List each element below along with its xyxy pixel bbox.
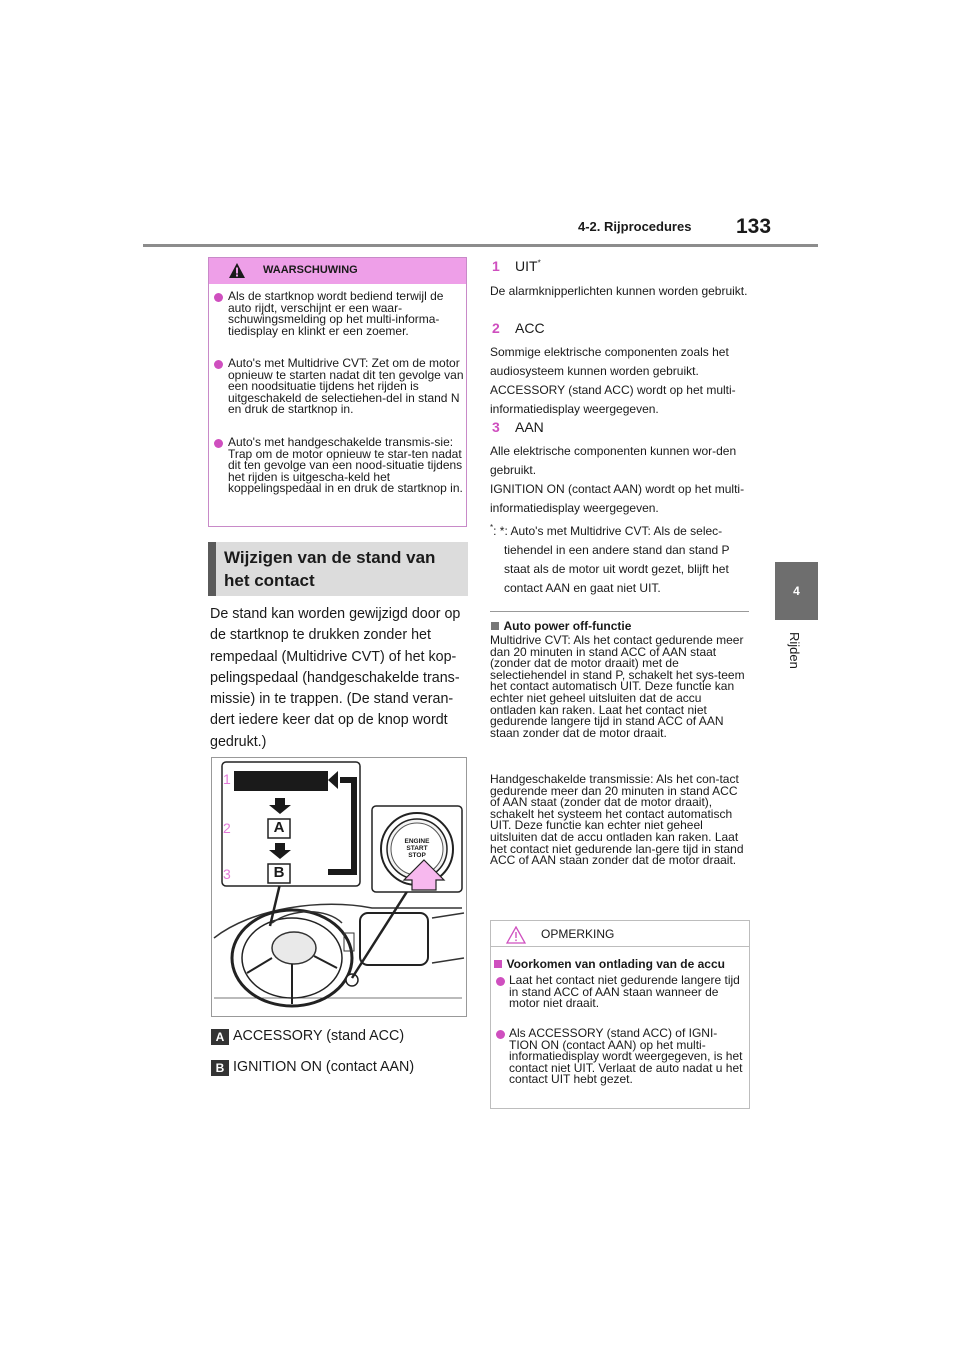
- warning-item: Auto's met Multidrive CVT: Zet om de motor opnieuw te starten nadat dit ten gevolge van een noodsituatie tijdens het rijden is uitgeschakeld de selectiehen-del in stand N en druk de startknop in.: [228, 356, 464, 416]
- warning-item: Auto's met handgeschakelde transmis-sie: Trap om de motor opnieuw te star-ten nadat dit ten gevolge van een nood-situatie tijdens het rijden is uitgescha-keld het koppelingspedaal in en druk de startknop in.: [228, 435, 463, 495]
- square-bullet-icon: [491, 622, 499, 630]
- chapter-label: Rijden: [787, 632, 802, 669]
- step-label-3: 3: [223, 866, 231, 882]
- step-description: De alarmknipperlichten kunnen worden gebruikt.: [490, 284, 748, 298]
- note-item: Laat het contact niet gedurende langere tijd in stand ACC of AAN staan wanneer de motor niet draait.: [509, 973, 740, 1011]
- step-description: ACCESSORY (stand ACC) wordt op het multi-informatiedisplay weergegeven.: [490, 383, 736, 416]
- step-number: 1: [492, 258, 500, 274]
- section-title: 4-2. Rijprocedures: [578, 219, 692, 234]
- legend-b-icon: B: [211, 1060, 229, 1076]
- legend-b-text: IGNITION ON (contact AAN): [233, 1059, 415, 1075]
- section-heading: Wijzigen van de stand van het contact: [224, 548, 436, 590]
- step-title: UIT*: [515, 258, 541, 274]
- note-title: OPMERKING: [541, 927, 615, 941]
- step-label-2: 2: [223, 820, 231, 836]
- footnote: *: *: Auto's met Multidrive CVT: Als de selec-tiehendel in een andere stand dan stand P staat als de motor uit wordt gezet, blijft het contact AAN en gaat niet UIT.: [490, 523, 730, 595]
- step-title: AAN: [515, 419, 544, 435]
- auto-power-paragraph-2: Handgeschakelde transmissie: Als het con-tact gedurende meer dan 20 minuten in stand ACC of AAN staat (zonder dat de motor draait), schakelt het systeem het contact automatisch UIT. Deze functie kan echter niet geheel uitsluiten dat de accu ontladen kan raken. Laat het contact niet gedurende lan-gere tijd in stand ACC of AAN staan zonder dat de motor draait.: [490, 772, 744, 868]
- step-number: 3: [492, 419, 500, 435]
- chapter-number: 4: [793, 584, 800, 598]
- letter-a: A: [273, 819, 285, 836]
- warning-title: WAARSCHUWING: [263, 264, 358, 276]
- auto-power-paragraph-1: Multidrive CVT: Als het contact gedurende meer dan 20 minuten in stand ACC of AAN staat (zonder dat de motor draait) met de selectiehendel in stand P, schakelt het sys-teem het contact automatisch UIT. Deze functie kan echter niet geheel uitsluiten dat de accu ontladen kan raken. Laat het contact niet gedurende langere tijd in stand ACC of AAN staan zonder dat de motor draait.: [490, 633, 745, 740]
- note-triangle-icon: [506, 926, 526, 944]
- square-bullet-icon: [494, 960, 502, 968]
- intro-paragraph: De stand kan worden gewijzigd door op de startknop te drukken zonder het rempedaal (Multidrive CVT) of het kop-pelingspedaal (handgeschakelde trans-missie) in te trappen. (De stand veran-dert iedere keer dat op de knop wordt gedrukt.): [210, 606, 461, 750]
- warning-item: Als de startknop wordt bediend terwijl de auto rijdt, verschijnt er een waar-schuwingsmelding op het multi-informa-tiedisplay en klinkt er een zoemer.: [228, 289, 444, 338]
- note-item: Als ACCESSORY (stand ACC) of IGNI-TION ON (contact AAN) op het multi-informatiedisplay wordt weergegeven, is het contact niet UIT. Verlaat de auto nadat u het contact UIT hebt gezet.: [509, 1026, 743, 1087]
- bullet-icon: [214, 360, 223, 369]
- bullet-icon: [214, 293, 223, 302]
- legend-a-text: ACCESSORY (stand ACC): [233, 1028, 405, 1044]
- header-rule: [143, 244, 818, 247]
- step-description: IGNITION ON (contact AAN) wordt op het multi-informatiedisplay weergegeven.: [490, 482, 745, 515]
- step-label-1: 1: [223, 771, 231, 787]
- step-number: 2: [492, 320, 500, 336]
- warning-triangle-icon: [228, 262, 246, 279]
- bullet-icon: [496, 1030, 505, 1039]
- letter-b: B: [273, 864, 285, 881]
- auto-power-heading: Auto power off-functie: [491, 617, 631, 635]
- bullet-icon: [496, 977, 505, 986]
- engine-start-stop-button: ENGINE START STOP: [404, 838, 430, 859]
- step-description: Alle elektrische componenten kunnen wor-den gebruikt.: [490, 444, 737, 477]
- page-number: 133: [736, 215, 772, 238]
- separator: [490, 611, 749, 612]
- note-subtitle: Voorkomen van ontlading van de accu: [494, 955, 725, 973]
- note-divider: [491, 946, 749, 947]
- bullet-icon: [214, 439, 223, 448]
- section-heading-bar: [208, 542, 216, 596]
- step-description: Sommige elektrische componenten zoals het audiosysteem kunnen worden gebruikt.: [490, 345, 729, 378]
- dashboard-drawing: [212, 758, 466, 1016]
- step-title: ACC: [515, 320, 545, 336]
- legend-a-icon: A: [211, 1029, 229, 1045]
